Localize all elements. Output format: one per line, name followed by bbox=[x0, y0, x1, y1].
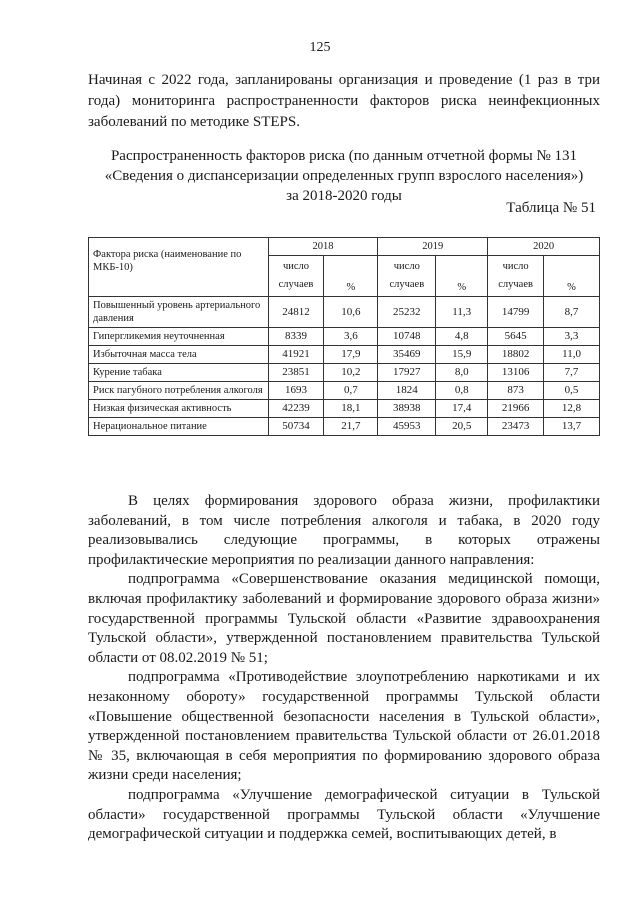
percent-cell: 3,6 bbox=[324, 328, 378, 346]
case-count-cell: 1693 bbox=[268, 382, 324, 400]
table-number: Таблица № 51 bbox=[506, 200, 596, 216]
table-row bbox=[89, 400, 600, 418]
percent-cell: 17,9 bbox=[324, 346, 378, 364]
percent-cell: 13,7 bbox=[544, 418, 600, 436]
table-header-row bbox=[89, 238, 600, 256]
percent-cell: 0,5 bbox=[544, 382, 600, 400]
year-header: 2018 bbox=[268, 238, 378, 256]
risk-factor-name: Курение табака bbox=[89, 364, 269, 382]
table-row bbox=[89, 346, 600, 364]
percent-subheader: % bbox=[544, 256, 600, 297]
case-count-cell: 24812 bbox=[268, 297, 324, 328]
year-header: 2019 bbox=[378, 238, 488, 256]
percent-cell: 8,0 bbox=[436, 364, 488, 382]
paragraph: подпрограмма «Противодействие злоупотреблению наркотиками и их незаконному обороту» государственной программы Тульской области «Повышение общественной безопасности населения в Тульской области», утвержденной постановлением правительства Тульской области от 26.01.2018 № 35, включающая в себя мероприятия по формированию здорового образа жизни среди населения; bbox=[88, 669, 600, 784]
body-text bbox=[88, 492, 600, 845]
case-count-cell: 5645 bbox=[488, 328, 544, 346]
case-count-cell: 21966 bbox=[488, 400, 544, 418]
risk-factor-name: Повышенный уровень артериального давления bbox=[89, 297, 269, 328]
page-number: 125 bbox=[309, 40, 331, 55]
case-count-cell: 873 bbox=[488, 382, 544, 400]
count-subheader: число случаев bbox=[378, 256, 436, 297]
risk-factors-table bbox=[88, 237, 600, 436]
risk-factor-name: Гипергликемия неуточненная bbox=[89, 328, 269, 346]
case-count-cell: 14799 bbox=[488, 297, 544, 328]
case-count-cell: 25232 bbox=[378, 297, 436, 328]
caption-line-1: Распространенность факторов риска (по данным отчетной формы № 131 bbox=[110, 148, 578, 164]
case-count-cell: 8339 bbox=[268, 328, 324, 346]
case-count-cell: 50734 bbox=[268, 418, 324, 436]
percent-cell: 10,2 bbox=[324, 364, 378, 382]
table-caption bbox=[88, 146, 600, 206]
intro-text: Начиная с 2022 года, запланированы организация и проведение (1 раз в три года) мониторинга распространенности факторов риска неинфекционных заболеваний по методике STEPS. bbox=[88, 72, 600, 130]
case-count-cell: 18802 bbox=[488, 346, 544, 364]
percent-cell: 10,6 bbox=[324, 297, 378, 328]
factor-header: Фактора риска (наименование по МКБ-10) bbox=[89, 238, 269, 297]
caption-line-2: «Сведения о диспансеризации определенных групп взрослого населения») bbox=[104, 168, 584, 184]
percent-cell: 7,7 bbox=[544, 364, 600, 382]
percent-cell: 11,3 bbox=[436, 297, 488, 328]
percent-cell: 20,5 bbox=[436, 418, 488, 436]
paragraph: В целях формирования здорового образа жизни, профилактики заболеваний, в том числе потребления алкоголя и табака, в 2020 году реализовывались следующие программы, в которых отражены профилактические мероприятия по реализации данного направления: bbox=[88, 493, 600, 568]
case-count-cell: 17927 bbox=[378, 364, 436, 382]
case-count-cell: 13106 bbox=[488, 364, 544, 382]
table-row bbox=[89, 418, 600, 436]
percent-cell: 8,7 bbox=[544, 297, 600, 328]
case-count-cell: 23473 bbox=[488, 418, 544, 436]
paragraph: подпрограмма «Улучшение демографической ситуации в Тульской области» государственной программы Тульской области «Улучшение демографической ситуации и поддержка семей, воспитывающих детей, в bbox=[88, 786, 600, 843]
year-header: 2020 bbox=[488, 238, 600, 256]
percent-subheader: % bbox=[436, 256, 488, 297]
percent-cell: 17,4 bbox=[436, 400, 488, 418]
table-row bbox=[89, 364, 600, 382]
case-count-cell: 1824 bbox=[378, 382, 436, 400]
risk-factor-name: Избыточная масса тела bbox=[89, 346, 269, 364]
percent-cell: 0,7 bbox=[324, 382, 378, 400]
caption-line-3: за 2018-2020 годы bbox=[286, 188, 402, 204]
percent-cell: 21,7 bbox=[324, 418, 378, 436]
risk-factor-name: Низкая физическая активность bbox=[89, 400, 269, 418]
case-count-cell: 23851 bbox=[268, 364, 324, 382]
case-count-cell: 41921 bbox=[268, 346, 324, 364]
table-row bbox=[89, 328, 600, 346]
case-count-cell: 35469 bbox=[378, 346, 436, 364]
percent-subheader: % bbox=[324, 256, 378, 297]
percent-cell: 18,1 bbox=[324, 400, 378, 418]
count-subheader: число случаев bbox=[488, 256, 544, 297]
intro-paragraph bbox=[88, 70, 600, 133]
percent-cell: 3,3 bbox=[544, 328, 600, 346]
table-row bbox=[89, 382, 600, 400]
case-count-cell: 10748 bbox=[378, 328, 436, 346]
case-count-cell: 42239 bbox=[268, 400, 324, 418]
percent-cell: 11,0 bbox=[544, 346, 600, 364]
risk-factor-name: Риск пагубного потребления алкоголя bbox=[89, 382, 269, 400]
percent-cell: 12,8 bbox=[544, 400, 600, 418]
percent-cell: 0,8 bbox=[436, 382, 488, 400]
table-body bbox=[89, 297, 600, 436]
percent-cell: 15,9 bbox=[436, 346, 488, 364]
case-count-cell: 45953 bbox=[378, 418, 436, 436]
count-subheader: число случаев bbox=[268, 256, 324, 297]
table-row bbox=[89, 297, 600, 328]
paragraph: подпрограмма «Совершенствование оказания медицинской помощи, включая профилактику заболеваний и формирование здорового образа жизни» государственной программы Тульской области «Развитие здравоохранения Тульской области», утвержденной постановлением правительства Тульской области от 08.02.2019 № 51; bbox=[88, 571, 600, 666]
risk-factor-name: Нерациональное питание bbox=[89, 418, 269, 436]
percent-cell: 4,8 bbox=[436, 328, 488, 346]
case-count-cell: 38938 bbox=[378, 400, 436, 418]
